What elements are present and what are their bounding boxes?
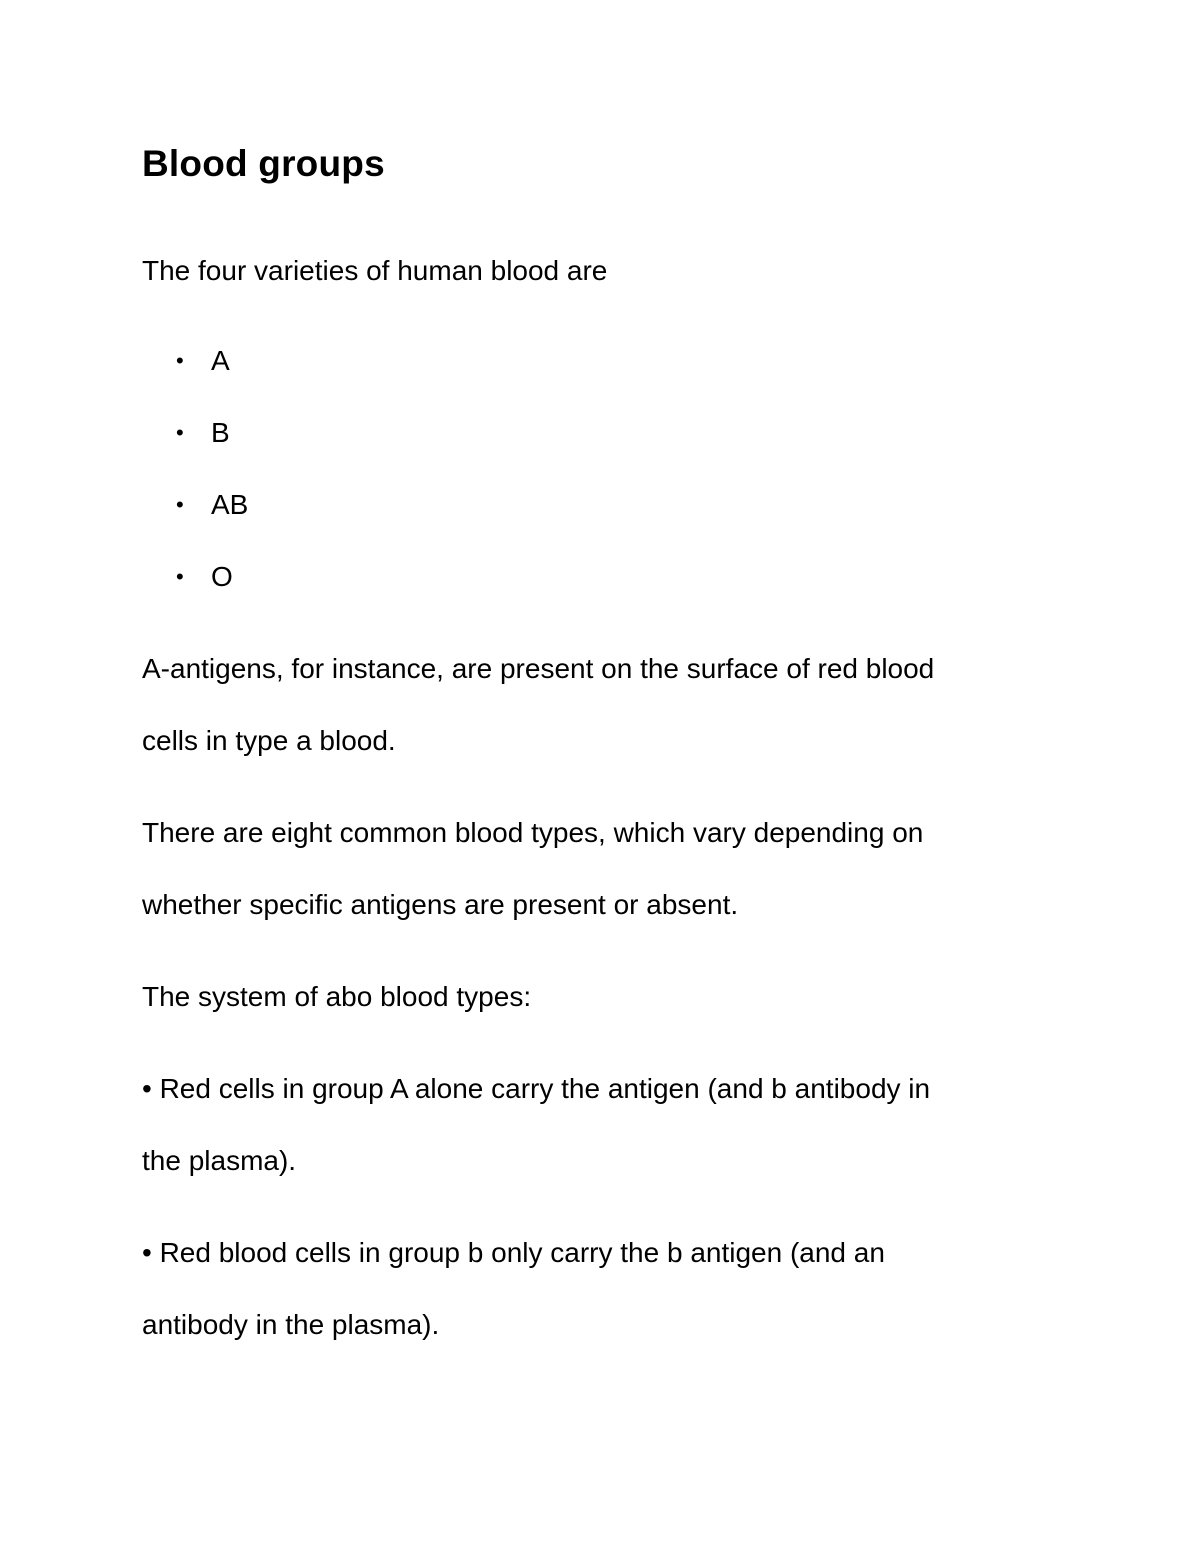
list-item bbox=[142, 325, 1062, 397]
paragraph-line: The system of abo blood types: bbox=[142, 981, 532, 1012]
blood-type-list bbox=[142, 325, 1062, 613]
paragraph-line: • Red cells in group A alone carry the antigen (and b antibody in bbox=[142, 1073, 931, 1104]
paragraph-antigens bbox=[142, 633, 1062, 777]
paragraph-group-b bbox=[142, 1217, 1062, 1361]
paragraph-group-a bbox=[142, 1053, 1062, 1197]
list-item-label: A bbox=[211, 345, 230, 376]
paragraph-line: A-antigens, for instance, are present on the surface of red blood bbox=[142, 653, 935, 684]
bullet-icon: • bbox=[176, 492, 184, 517]
paragraph-line: the plasma). bbox=[142, 1145, 297, 1176]
document-body bbox=[142, 138, 1062, 1361]
paragraph-abo-system bbox=[142, 961, 1062, 1033]
page-title: Blood groups bbox=[142, 143, 385, 184]
paragraph-line: There are eight common blood types, which vary depending on bbox=[142, 817, 924, 848]
paragraph-eight-types bbox=[142, 797, 1062, 941]
bullet-icon: • bbox=[176, 564, 184, 589]
list-item bbox=[142, 397, 1062, 469]
list-item-label: B bbox=[211, 417, 230, 448]
list-item bbox=[142, 541, 1062, 613]
list-item-label: AB bbox=[211, 489, 249, 520]
list-item bbox=[142, 469, 1062, 541]
paragraph-line: • Red blood cells in group b only carry the b antigen (and an bbox=[142, 1237, 885, 1268]
list-item-label: O bbox=[211, 561, 233, 592]
bullet-icon: • bbox=[176, 420, 184, 445]
paragraph-line: cells in type a blood. bbox=[142, 725, 396, 756]
paragraph-line: antibody in the plasma). bbox=[142, 1309, 440, 1340]
paragraph-line: whether specific antigens are present or absent. bbox=[142, 889, 739, 920]
bullet-icon: • bbox=[176, 348, 184, 373]
intro-text: The four varieties of human blood are bbox=[142, 255, 608, 286]
